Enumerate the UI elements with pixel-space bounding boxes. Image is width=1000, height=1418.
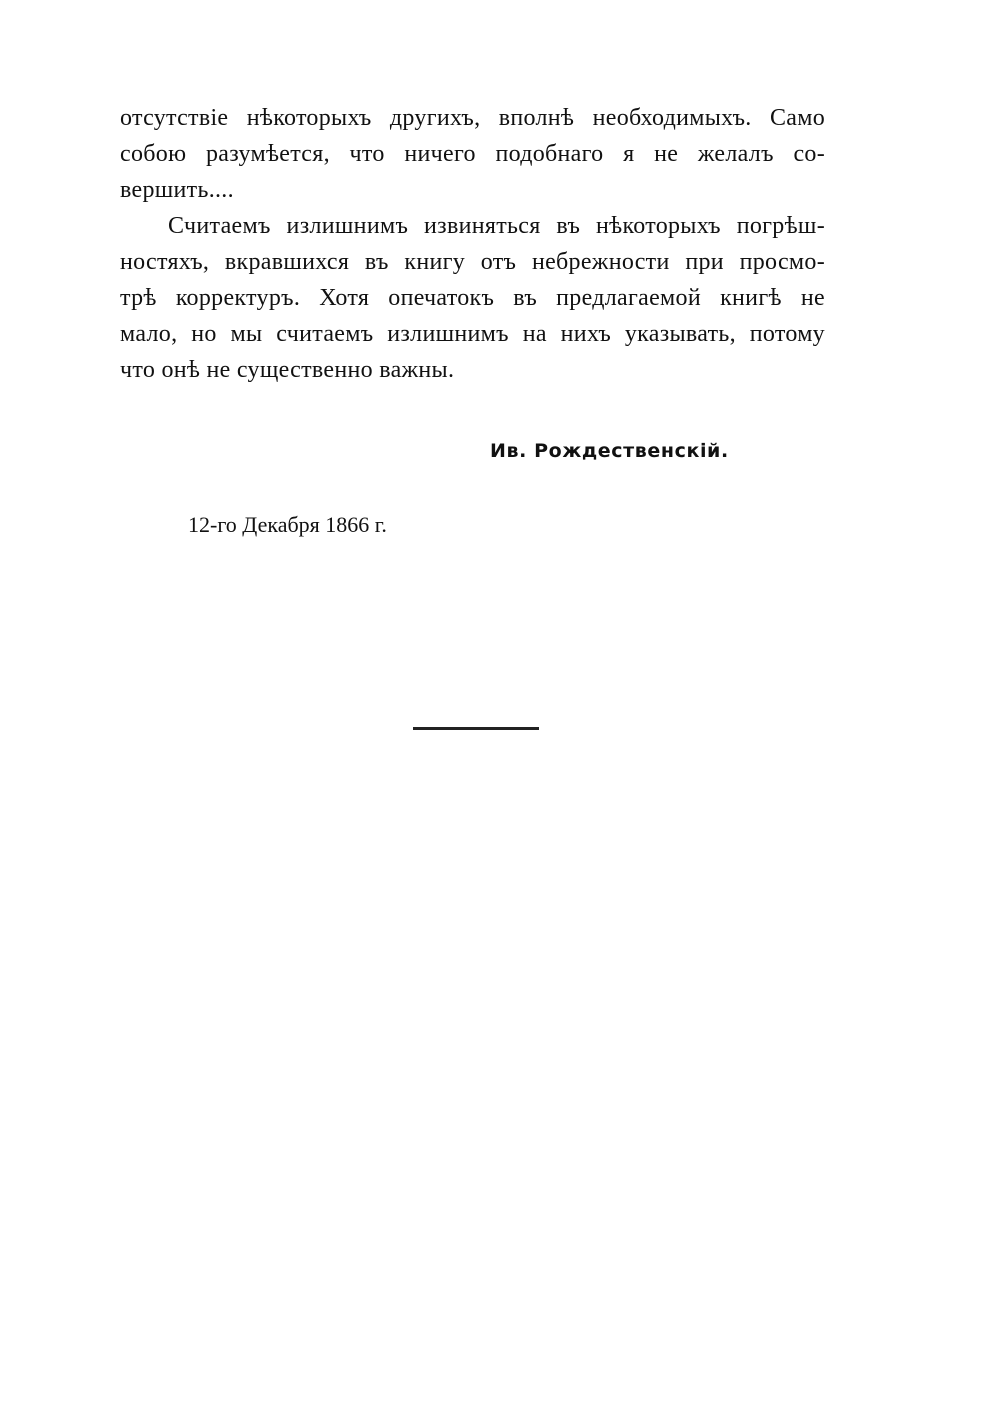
text-line: отсутствіе нѣкоторыхъ другихъ, вполнѣ необходимыхъ. Само (120, 105, 825, 131)
body-text (120, 100, 825, 388)
text-line: что онѣ не существенно важны. (120, 357, 455, 383)
section-divider (413, 727, 539, 730)
text-line: Считаемъ излишнимъ извиняться въ нѣкоторыхъ погрѣш- (168, 213, 825, 239)
date-line: 12-го Декабря 1866 г. (188, 512, 387, 537)
text-line: собою разумѣется, что ничего подобнаго я не желалъ со- (120, 141, 825, 167)
text-line: трѣ корректуръ. Хотя опечатокъ въ предлагаемой книгѣ не (120, 285, 825, 311)
text-line: мало, но мы считаемъ излишнимъ на нихъ указывать, потому (120, 321, 825, 347)
text-line: ностяхъ, вкравшихся въ книгу отъ небрежности при просмо- (120, 249, 825, 275)
author-signature: Ив. Рождественскій. (490, 440, 729, 462)
text-line: вершить.... (120, 177, 234, 203)
